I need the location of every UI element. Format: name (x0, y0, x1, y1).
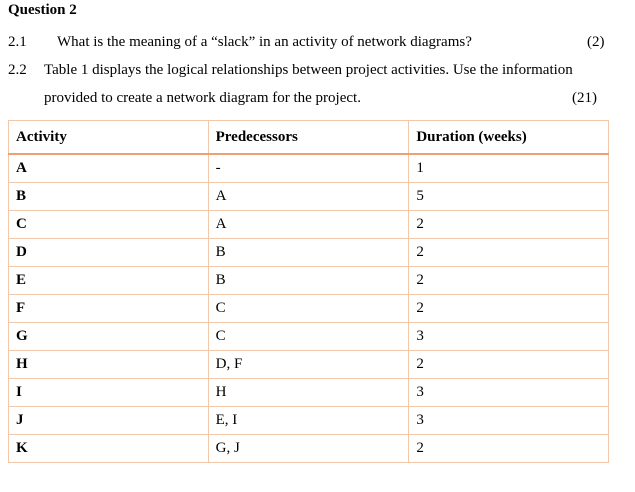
activity-cell: B (9, 183, 209, 211)
predecessors-cell: A (208, 183, 409, 211)
duration-cell: 2 (409, 435, 609, 463)
activity-cell: E (9, 267, 209, 295)
table-row (9, 323, 609, 351)
question-2-1-text: What is the meaning of a “slack” in an activity of network diagrams? (57, 34, 472, 50)
activity-cell: I (9, 379, 209, 407)
header-duration: Duration (weeks) (409, 121, 609, 155)
table-row (9, 435, 609, 463)
table-row (9, 407, 609, 435)
question-2-2-text-line2: provided to create a network diagram for the project. (44, 90, 361, 106)
predecessors-cell: C (208, 295, 409, 323)
table-row (9, 267, 609, 295)
table-row (9, 239, 609, 267)
duration-cell: 3 (409, 379, 609, 407)
question-2-2-number: 2.2 (8, 62, 27, 78)
predecessors-cell: G, J (208, 435, 409, 463)
duration-cell: 3 (409, 323, 609, 351)
activity-cell: F (9, 295, 209, 323)
predecessors-cell: A (208, 211, 409, 239)
table-row (9, 154, 609, 183)
predecessors-cell: H (208, 379, 409, 407)
table-row (9, 295, 609, 323)
table-body (9, 154, 609, 463)
question-title: Question 2 (8, 2, 77, 18)
duration-cell: 1 (409, 154, 609, 183)
question-2-1-marks: (2) (587, 34, 605, 50)
question-2-1-number: 2.1 (8, 34, 27, 50)
table-row (9, 211, 609, 239)
predecessors-cell: E, I (208, 407, 409, 435)
duration-cell: 2 (409, 211, 609, 239)
table-header-row (9, 121, 609, 155)
duration-cell: 2 (409, 295, 609, 323)
header-predecessors: Predecessors (208, 121, 409, 155)
duration-cell: 2 (409, 267, 609, 295)
duration-cell: 3 (409, 407, 609, 435)
activity-cell: D (9, 239, 209, 267)
activity-cell: A (9, 154, 209, 183)
activity-cell: J (9, 407, 209, 435)
predecessors-cell: D, F (208, 351, 409, 379)
question-2-2-marks: (21) (572, 90, 597, 106)
question-2-2-text-line1: Table 1 displays the logical relationships between project activities. Use the information (44, 62, 573, 78)
predecessors-cell: B (208, 267, 409, 295)
activity-table (8, 120, 609, 463)
table-row (9, 183, 609, 211)
table-row (9, 379, 609, 407)
duration-cell: 2 (409, 351, 609, 379)
predecessors-cell: B (208, 239, 409, 267)
header-activity: Activity (9, 121, 209, 155)
predecessors-cell: - (208, 154, 409, 183)
table-row (9, 351, 609, 379)
predecessors-cell: C (208, 323, 409, 351)
activity-cell: H (9, 351, 209, 379)
duration-cell: 2 (409, 239, 609, 267)
activity-cell: K (9, 435, 209, 463)
activity-cell: G (9, 323, 209, 351)
duration-cell: 5 (409, 183, 609, 211)
activity-cell: C (9, 211, 209, 239)
